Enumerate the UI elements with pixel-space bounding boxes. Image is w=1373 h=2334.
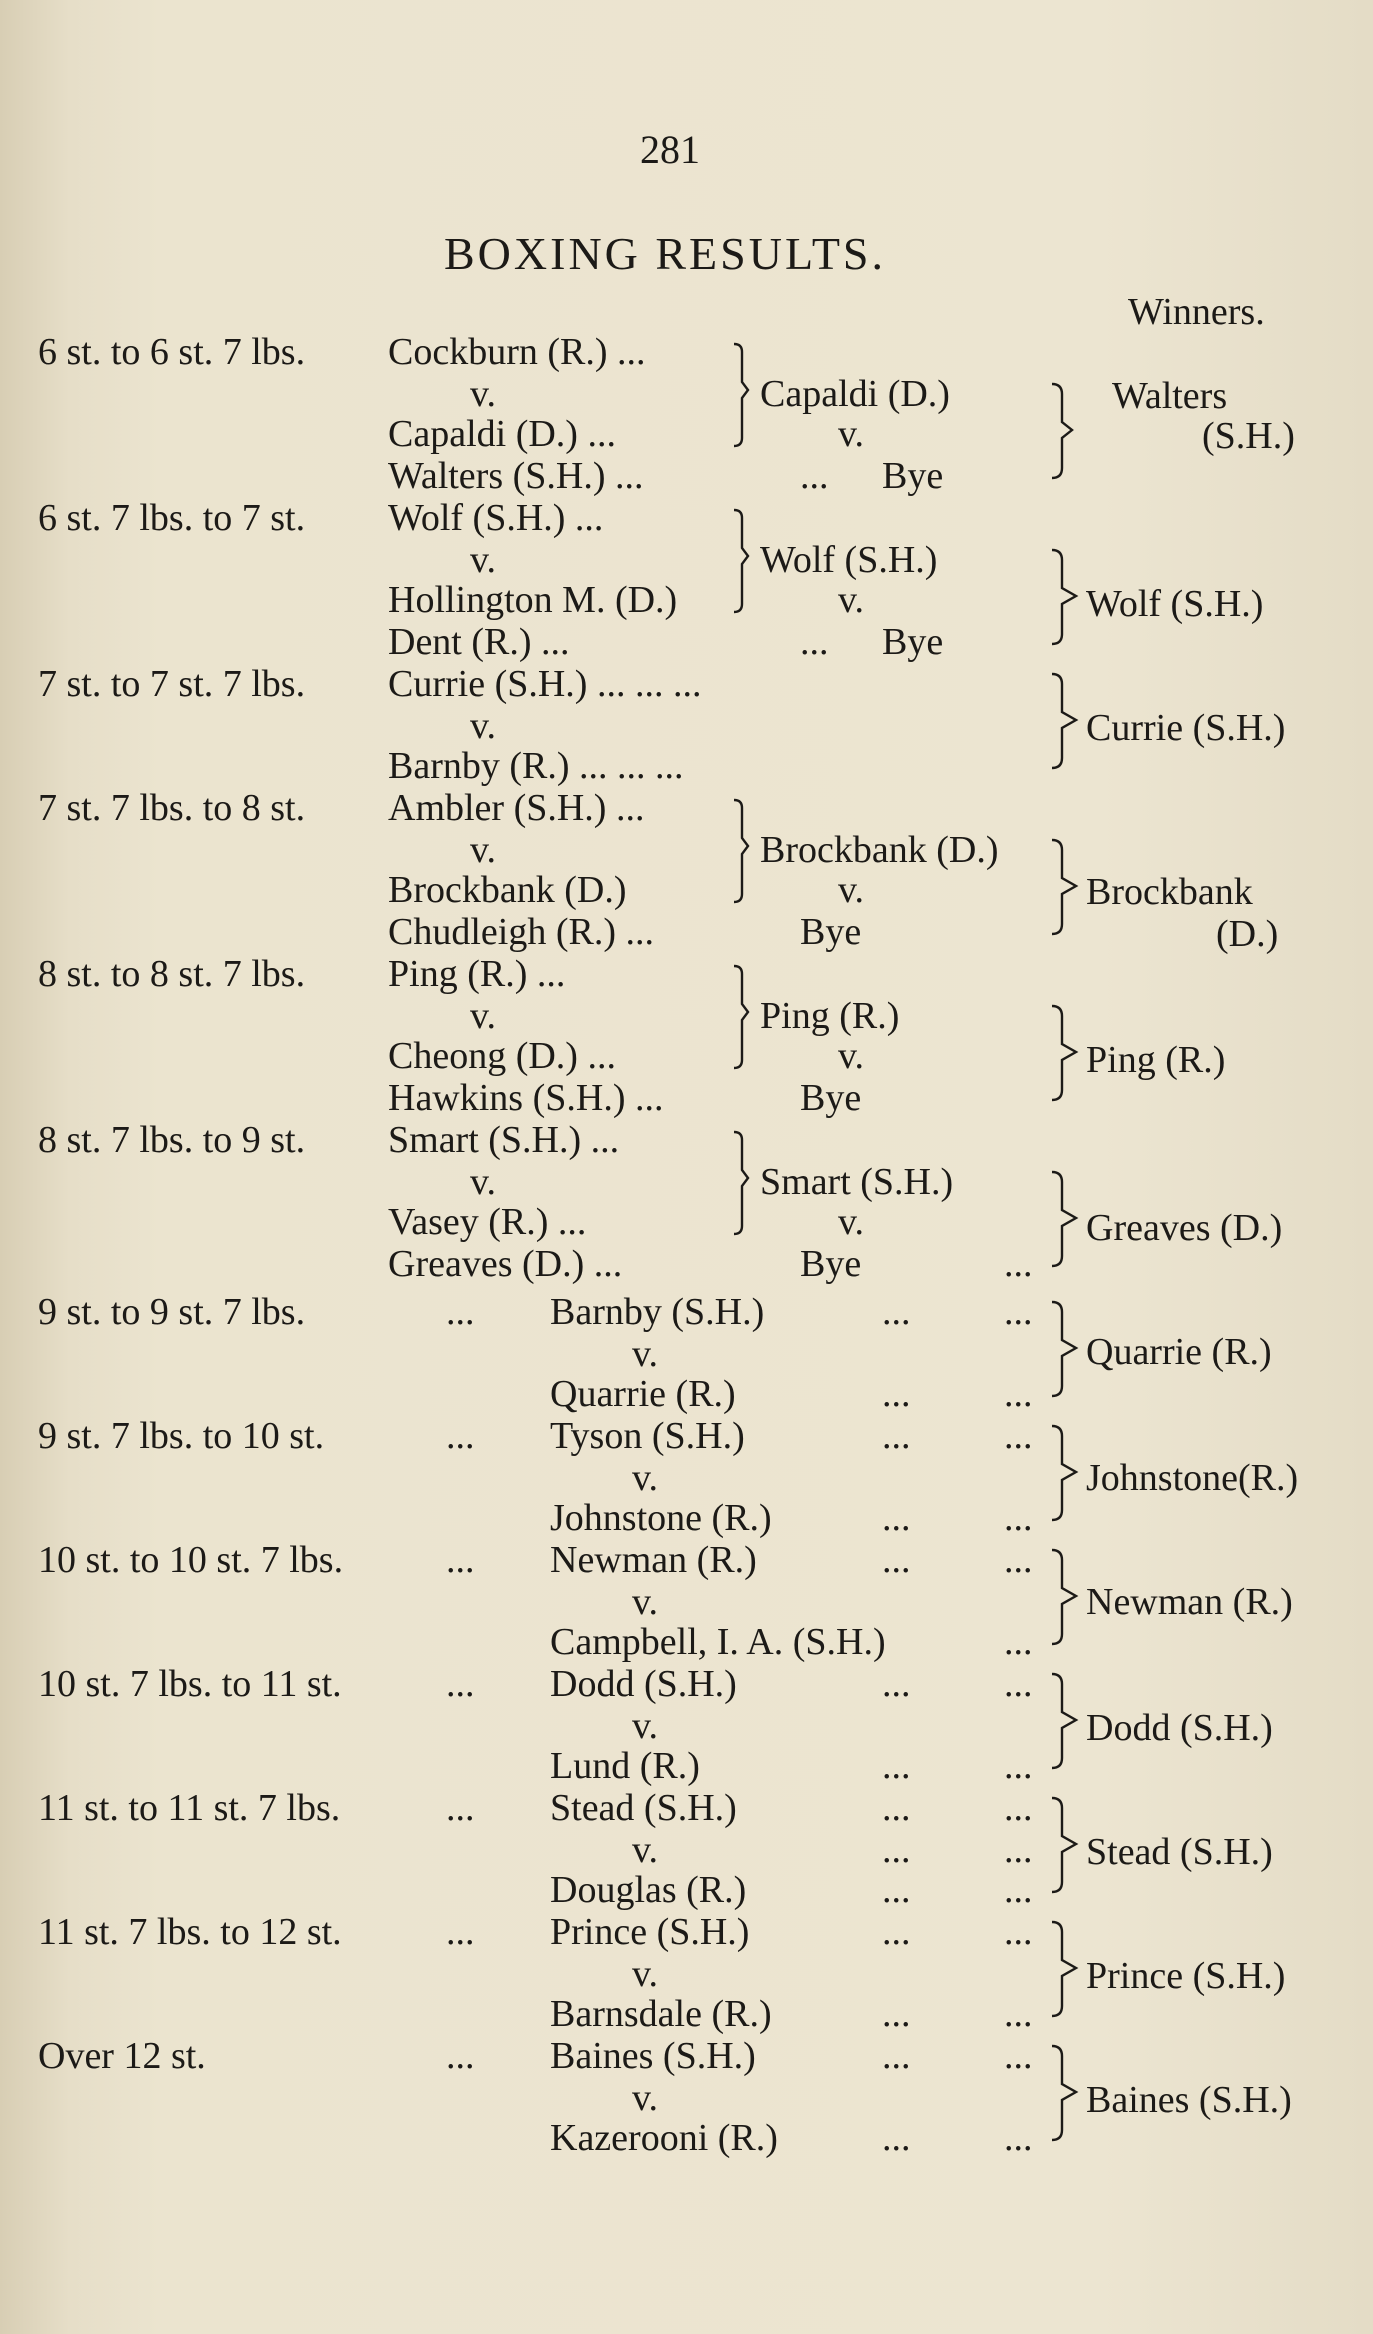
winner: Currie (S.H.) xyxy=(1086,707,1286,749)
dots: ... xyxy=(1004,1621,1033,1663)
boxer-entry: Stead (S.H.) xyxy=(550,1787,737,1829)
versus: v. xyxy=(632,1953,659,1995)
versus: v. xyxy=(838,869,865,911)
dots: ... xyxy=(882,1663,911,1705)
winner: Stead (S.H.) xyxy=(1086,1831,1273,1873)
winner: Quarrie (R.) xyxy=(1086,1331,1272,1373)
boxer-entry: Prince (S.H.) xyxy=(550,1911,750,1953)
semi-final-entry: Brockbank (D.) xyxy=(760,829,999,871)
dots: ... xyxy=(446,1911,475,1953)
weight-class: 11 st. 7 lbs. to 12 st. xyxy=(38,1911,342,1953)
winner: Prince (S.H.) xyxy=(1086,1955,1286,1997)
brace xyxy=(1050,380,1076,484)
boxer-entry: Baines (S.H.) xyxy=(550,2035,756,2077)
dots: ... xyxy=(882,1415,911,1457)
dots: ... xyxy=(1004,1497,1033,1539)
versus: v. xyxy=(632,1581,659,1623)
boxer-entry: Lund (R.) xyxy=(550,1745,700,1787)
versus: v. xyxy=(632,2077,659,2119)
versus: v. xyxy=(838,1035,865,1077)
semi-final-entry: Smart (S.H.) xyxy=(760,1161,954,1203)
winner: Baines (S.H.) xyxy=(1086,2079,1292,2121)
bye-entry: Bye xyxy=(800,1077,862,1119)
versus: v. xyxy=(632,1333,659,1375)
versus: v. xyxy=(470,539,497,581)
winner: Newman (R.) xyxy=(1086,1581,1293,1623)
weight-class: 8 st. to 8 st. 7 lbs. xyxy=(38,953,306,995)
boxer-entry: Vasey (R.) ... xyxy=(388,1201,587,1243)
winner: Johnstone(R.) xyxy=(1086,1457,1299,1499)
boxer-entry: Currie (S.H.) ... ... ... xyxy=(388,663,702,705)
dots: ... xyxy=(882,2035,911,2077)
brace xyxy=(1050,1422,1084,1526)
versus: v. xyxy=(470,829,497,871)
brace xyxy=(730,796,750,906)
brace xyxy=(1050,1918,1084,2022)
winner: (S.H.) xyxy=(1202,415,1295,457)
winner: (D.) xyxy=(1216,913,1279,955)
brace xyxy=(1050,546,1084,650)
dots: ... xyxy=(882,1911,911,1953)
boxer-entry: Ambler (S.H.) ... xyxy=(388,787,645,829)
boxer-entry: Dodd (S.H.) xyxy=(550,1663,737,1705)
boxer-entry: Barnsdale (R.) xyxy=(550,1993,772,2035)
brace xyxy=(1050,836,1084,940)
bye-entry: Bye xyxy=(882,621,944,663)
boxer-entry: Kazerooni (R.) xyxy=(550,2117,778,2159)
boxer-entry: Brockbank (D.) xyxy=(388,869,627,911)
weight-class: Over 12 st. xyxy=(38,2035,206,2077)
boxer-entry: Dent (R.) ... xyxy=(388,621,570,663)
winner: Ping (R.) xyxy=(1086,1039,1226,1081)
boxer-entry: Capaldi (D.) ... xyxy=(388,413,616,455)
boxer-entry: Newman (R.) xyxy=(550,1539,757,1581)
weight-class: 7 st. to 7 st. 7 lbs. xyxy=(38,663,306,705)
bye-entry: Bye xyxy=(800,1243,862,1285)
winner: Greaves (D.) xyxy=(1086,1207,1283,1249)
boxer-entry: Chudleigh (R.) ... xyxy=(388,911,654,953)
weight-class: 11 st. to 11 st. 7 lbs. xyxy=(38,1787,341,1829)
boxer-entry: Tyson (S.H.) xyxy=(550,1415,745,1457)
dots: ... xyxy=(1004,1663,1033,1705)
boxer-entry: Campbell, I. A. (S.H.) xyxy=(550,1621,886,1663)
semi-final-entry: Wolf (S.H.) xyxy=(760,539,938,581)
brace xyxy=(1050,1670,1084,1774)
brace xyxy=(1050,1002,1084,1106)
boxer-entry: Cockburn (R.) ... xyxy=(388,331,646,373)
dots: ... xyxy=(882,1993,911,2035)
boxer-entry: Greaves (D.) ... xyxy=(388,1243,623,1285)
bye-entry: Bye xyxy=(800,911,862,953)
dots: ... xyxy=(882,1373,911,1415)
brace xyxy=(730,340,750,450)
dots: ... xyxy=(1004,1745,1033,1787)
dots: ... xyxy=(800,621,829,663)
versus: v. xyxy=(470,373,497,415)
dots: ... xyxy=(1004,1829,1033,1871)
brace xyxy=(1050,1546,1084,1650)
brace xyxy=(730,1128,750,1238)
boxer-entry: Quarrie (R.) xyxy=(550,1373,736,1415)
versus: v. xyxy=(838,579,865,621)
boxer-entry: Douglas (R.) xyxy=(550,1869,747,1911)
dots: ... xyxy=(882,1869,911,1911)
versus: v. xyxy=(470,1161,497,1203)
dots: ... xyxy=(1004,1415,1033,1457)
brace xyxy=(1050,1168,1084,1272)
dots: ... xyxy=(1004,2035,1033,2077)
winner: Dodd (S.H.) xyxy=(1086,1707,1273,1749)
versus: v. xyxy=(632,1705,659,1747)
versus: v. xyxy=(470,705,497,747)
dots: ... xyxy=(1004,1243,1033,1285)
boxer-entry: Johnstone (R.) xyxy=(550,1497,772,1539)
boxer-entry: Walters (S.H.) ... xyxy=(388,455,644,497)
weight-class: 7 st. 7 lbs. to 8 st. xyxy=(38,787,306,829)
weight-class: 6 st. to 6 st. 7 lbs. xyxy=(38,331,306,373)
dots: ... xyxy=(1004,1993,1033,2035)
weight-class: 10 st. 7 lbs. to 11 st. xyxy=(38,1663,342,1705)
dots: ... xyxy=(800,455,829,497)
dots: ... xyxy=(1004,1787,1033,1829)
dots: ... xyxy=(446,2035,475,2077)
weight-class: 9 st. to 9 st. 7 lbs. xyxy=(38,1291,306,1333)
boxer-entry: Barnby (R.) ... ... ... xyxy=(388,745,684,787)
dots: ... xyxy=(882,1745,911,1787)
versus: v. xyxy=(632,1829,659,1871)
boxer-entry: Hawkins (S.H.) ... xyxy=(388,1077,664,1119)
semi-final-entry: Capaldi (D.) xyxy=(760,373,950,415)
versus: v. xyxy=(470,995,497,1037)
boxer-entry: Smart (S.H.) ... xyxy=(388,1119,620,1161)
brace xyxy=(730,962,750,1072)
weight-class: 6 st. 7 lbs. to 7 st. xyxy=(38,497,306,539)
winners-heading: Winners. xyxy=(1128,291,1265,333)
dots: ... xyxy=(882,1291,911,1333)
versus: v. xyxy=(838,413,865,455)
brace xyxy=(730,506,750,616)
boxer-entry: Cheong (D.) ... xyxy=(388,1035,616,1077)
weight-class: 10 st. to 10 st. 7 lbs. xyxy=(38,1539,344,1581)
dots: ... xyxy=(882,1539,911,1581)
dots: ... xyxy=(1004,1291,1033,1333)
winner: Brockbank xyxy=(1086,871,1253,913)
winner: Walters xyxy=(1112,375,1228,417)
dots: ... xyxy=(882,1829,911,1871)
brace xyxy=(1050,2042,1084,2146)
page-title: BOXING RESULTS. xyxy=(444,228,887,279)
dots: ... xyxy=(882,1497,911,1539)
dots: ... xyxy=(1004,1869,1033,1911)
dots: ... xyxy=(446,1291,475,1333)
page-number: 281 xyxy=(640,127,700,172)
winner: Wolf (S.H.) xyxy=(1086,583,1264,625)
dots: ... xyxy=(446,1787,475,1829)
dots: ... xyxy=(1004,1539,1033,1581)
dots: ... xyxy=(1004,1911,1033,1953)
dots: ... xyxy=(882,2117,911,2159)
weight-class: 8 st. 7 lbs. to 9 st. xyxy=(38,1119,306,1161)
versus: v. xyxy=(632,1457,659,1499)
semi-final-entry: Ping (R.) xyxy=(760,995,900,1037)
weight-class: 9 st. 7 lbs. to 10 st. xyxy=(38,1415,325,1457)
dots: ... xyxy=(446,1415,475,1457)
brace xyxy=(1050,1298,1084,1402)
boxer-entry: Barnby (S.H.) xyxy=(550,1291,765,1333)
boxer-entry: Hollington M. (D.) xyxy=(388,579,678,621)
versus: v. xyxy=(838,1201,865,1243)
brace xyxy=(1050,1794,1084,1898)
dots: ... xyxy=(446,1539,475,1581)
brace xyxy=(1050,670,1084,774)
dots: ... xyxy=(1004,1373,1033,1415)
dots: ... xyxy=(882,1787,911,1829)
bye-entry: Bye xyxy=(882,455,944,497)
boxer-entry: Wolf (S.H.) ... xyxy=(388,497,604,539)
boxer-entry: Ping (R.) ... xyxy=(388,953,566,995)
dots: ... xyxy=(1004,2117,1033,2159)
dots: ... xyxy=(446,1663,475,1705)
